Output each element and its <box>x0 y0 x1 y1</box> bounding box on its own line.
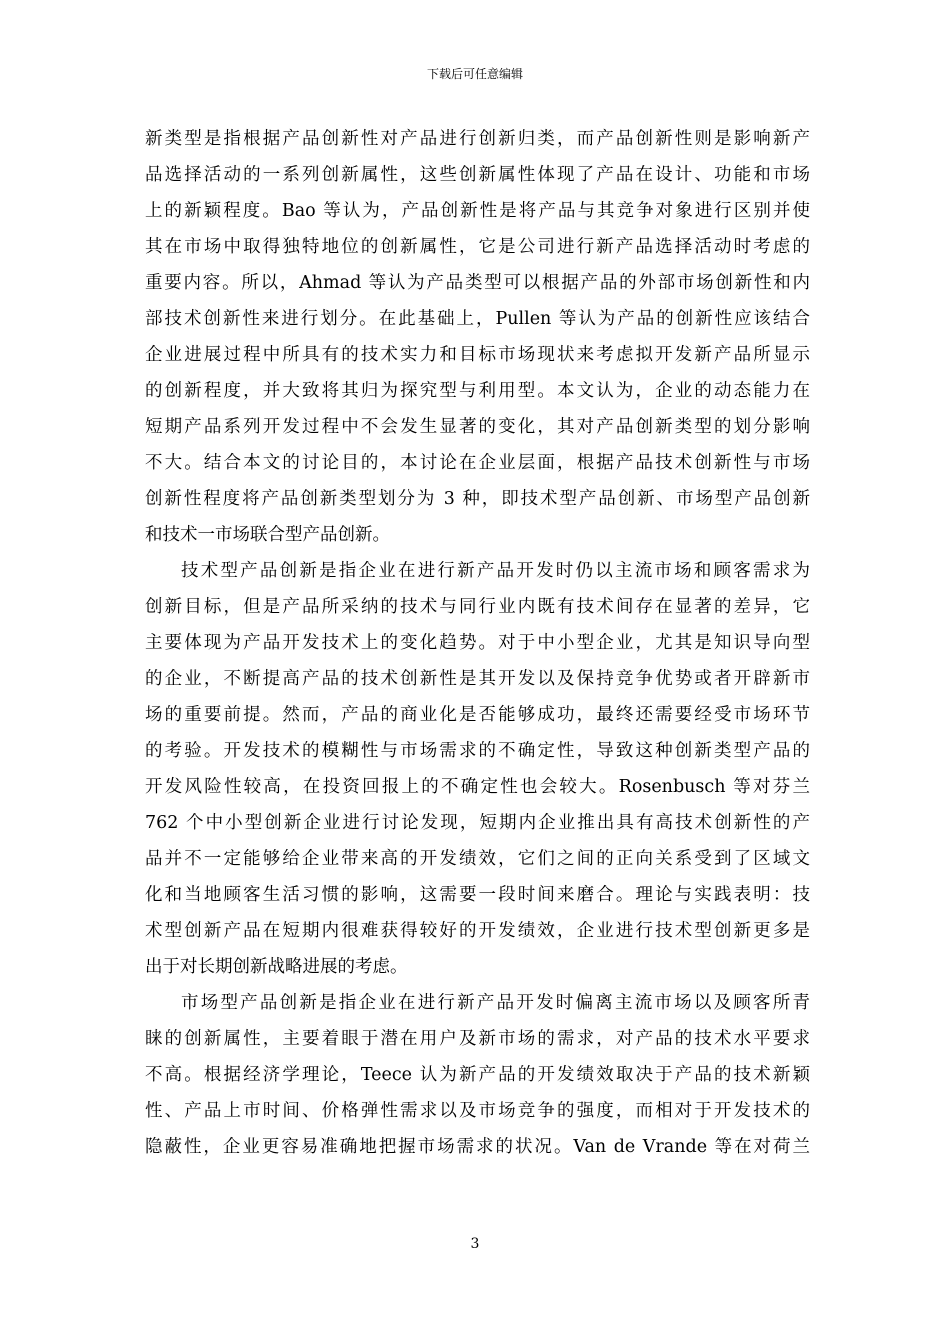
text-line: 重要内容。所以，Ahmad 等认为产品类型可以根据产品的外部市场创新性和内 <box>145 273 810 293</box>
text-line: 出于对长期创新战略进展的考虑。 <box>145 957 408 977</box>
text-line: 品选择活动的一系列创新属性，这些创新属性体现了产品在设计、功能和市场 <box>145 165 810 185</box>
text-line: 创新目标，但是产品所采纳的技术与同行业内既有技术间存在显著的差异，它 <box>145 597 810 617</box>
text-line: 企业进展过程中所具有的技术实力和目标市场现状来考虑拟开发新产品所显示 <box>145 345 810 365</box>
text-line: 睐的创新属性，主要着眼于潜在用户及新市场的需求，对产品的技术水平要求 <box>145 1029 810 1049</box>
text-line: 其在市场中取得独特地位的创新属性，它是公司进行新产品选择活动时考虑的 <box>145 237 810 257</box>
text-line: 创新性程度将产品创新类型划分为 3 种，即技术型产品创新、市场型产品创新 <box>145 489 810 509</box>
text-line: 不大。结合本文的讨论目的，本讨论在企业层面，根据产品技术创新性与市场 <box>145 453 810 473</box>
text-line: 隐蔽性，企业更容易准确地把握市场需求的状况。Van de Vrande 等在对荷兰 <box>145 1137 810 1157</box>
text-line: 术型创新产品在短期内很难获得较好的开发绩效，企业进行技术型创新更多是 <box>145 921 810 941</box>
text-line: 场的重要前提。然而，产品的商业化是否能够成功，最终还需要经受市场环节 <box>145 705 810 725</box>
text-line: 的创新程度，并大致将其归为探究型与利用型。本文认为，企业的动态能力在 <box>145 381 810 401</box>
text-line: 的企业，不断提高产品的技术创新性是其开发以及保持竞争优势或者开辟新市 <box>145 669 810 689</box>
text-line: 化和当地顾客生活习惯的影响，这需要一段时间来磨合。理论与实践表明：技 <box>145 885 810 905</box>
text-line: 不高。根据经济学理论，Teece 认为新产品的开发绩效取决于产品的技术新颖 <box>145 1065 810 1085</box>
text-line: 上的新颖程度。Bao 等认为，产品创新性是将产品与其竞争对象进行区别并使 <box>145 201 810 221</box>
text-line: 主要体现为产品开发技术上的变化趋势。对于中小型企业，尤其是知识导向型 <box>145 633 810 653</box>
text-line: 新类型是指根据产品创新性对产品进行创新归类，而产品创新性则是影响新产 <box>145 129 810 149</box>
text-line: 品并不一定能够给企业带来高的开发绩效，它们之间的正向关系受到了区域文 <box>145 849 810 869</box>
paragraph-first-line: 技术型产品创新是指企业在进行新产品开发时仍以主流市场和顾客需求为 <box>181 561 810 581</box>
text-line: 短期产品系列开发过程中不会发生显著的变化，其对产品创新类型的划分影响 <box>145 417 810 437</box>
text-line: 部技术创新性来进行划分。在此基础上，Pullen 等认为产品的创新性应该结合 <box>145 309 810 329</box>
text-line: 的考验。开发技术的模糊性与市场需求的不确定性，导致这种创新类型产品的 <box>145 741 810 761</box>
page-number: 3 <box>470 1236 480 1252</box>
page-header: 下载后可任意编辑 <box>426 67 523 81</box>
text-line: 开发风险性较高，在投资回报上的不确定性也会较大。Rosenbusch 等对芬兰 <box>145 777 810 797</box>
text-line: 762 个中小型创新企业进行讨论发现，短期内企业推出具有高技术创新性的产 <box>145 813 810 833</box>
text-line: 和技术一市场联合型产品创新。 <box>145 525 390 545</box>
paragraph-first-line: 市场型产品创新是指企业在进行新产品开发时偏离主流市场以及顾客所青 <box>181 993 810 1013</box>
text-line: 性、产品上市时间、价格弹性需求以及市场竞争的强度，而相对于开发技术的 <box>145 1101 810 1121</box>
